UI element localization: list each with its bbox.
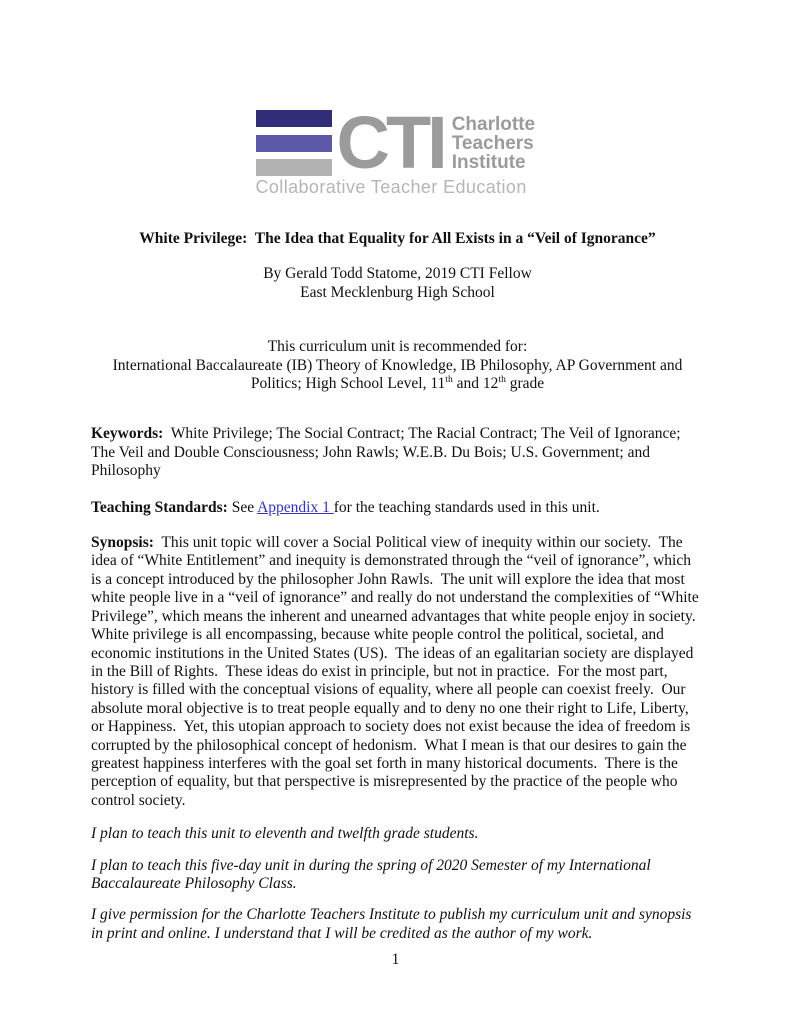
keywords-label: Keywords: (91, 425, 164, 443)
logo-bars-icon (256, 110, 332, 176)
byline: By Gerald Todd Statome, 2019 CTI Fellow (263, 265, 532, 283)
logo-tagline: Collaborative Teacher Education (255, 177, 527, 197)
page-number: 1 (391, 951, 400, 968)
ordinal-suffix: th (445, 373, 453, 385)
recommended-line1: International Baccalaureate (IB) Theory of Knowledge, IB Philosophy, AP Government and (112, 356, 683, 374)
keywords-paragraph (91, 425, 704, 480)
recommended-intro: This curriculum unit is recommended for: (267, 338, 528, 356)
page-title: White Privilege: The Idea that Equality for All Exists in a “Veil of Ignorance” (139, 230, 656, 247)
permission-statement: I give permission for the Charlotte Teachers Institute to publish my curriculum unit and synopsis in print and online. I understand that I will be credited as the author of my work. (91, 906, 696, 942)
teaching-standards-pre: See (227, 498, 258, 516)
logo-bar-middle (256, 135, 332, 152)
recommended-courses (91, 357, 704, 394)
school-name: East Mecklenburg High School (300, 283, 495, 301)
recommended-block (91, 338, 704, 393)
recommended-line2-pre: Politics; High School Level, 11 (250, 375, 446, 393)
schedule-statement: I plan to teach this five-day unit in during the spring of 2020 Semester of my International Baccalaureate Philosophy Class. (91, 856, 655, 892)
logo-institute-name (452, 115, 535, 172)
logo-bar-top (256, 110, 332, 127)
logo-name-line-1: Charlotte (451, 113, 536, 135)
teaching-standards-label: Teaching Standards: (91, 498, 228, 516)
ordinal-suffix: th (498, 373, 506, 385)
teaching-standards-paragraph (91, 499, 704, 517)
teaching-standards-post: for the teaching standards used in this unit. (333, 498, 600, 516)
synopsis-paragraph (91, 534, 704, 810)
logo-name-line-2: Teachers (451, 132, 534, 154)
cti-logo (255, 101, 540, 197)
recommended-line2-mid: and 12 (452, 375, 499, 393)
cti-logo-row (256, 101, 540, 184)
recommended-line2-end: grade (505, 375, 545, 393)
keywords-text: White Privilege; The Social Contract; The Racial Contract; The Veil of Ignorance; The Veil and Double Consciousness; John Rawls; W.E.B. Du Bois; U.S. Government; and Philosophy (91, 425, 685, 480)
synopsis-text: This unit topic will cover a Social Political view of inequity within our society. The idea of “White Entitlement” and inequity is demonstrated through the “veil of ignorance”, which is a concept introduced by the philosopher John Rawls. The unit will explore the idea that most white people live in a “veil of ignorance” and really do not understand the complexities of “White Privilege”, which means the inherent and unearned advantages that white people enjoy in society. White privilege is all encompassing, because white people control the political, societal, and economic institutions in the United States (US). The ideas of an egalitarian society are displayed in the Bill of Rights. These ideas do exist in principle, but not in practice. For the most part, history is filled with the conceptual visions of equality, where all people can coexist freely. Our absolute moral objective is to treat people equally and to deny no one their right to Life, Liberty, or Happiness. Yet, this utopian approach to society does not exist because the idea of freedom is corrupted by the philosophical concept of hedonism. What I mean is that our desires to gain the greatest happiness interferes with the goal set forth in many historical documents. There is the perception of equality, but that perspective is misrepresented by the practice of the people who control society. (91, 534, 704, 809)
logo-cti-text: CTI (336, 101, 444, 184)
byline-block (91, 265, 704, 302)
synopsis-label: Synopsis: (91, 534, 154, 552)
logo-bar-bottom (256, 159, 332, 176)
teaching-plan-statement: I plan to teach this unit to eleventh and twelfth grade students. (91, 825, 479, 843)
logo-name-line-3: Institute (451, 151, 526, 173)
appendix-1-link[interactable]: Appendix 1 (257, 498, 334, 516)
